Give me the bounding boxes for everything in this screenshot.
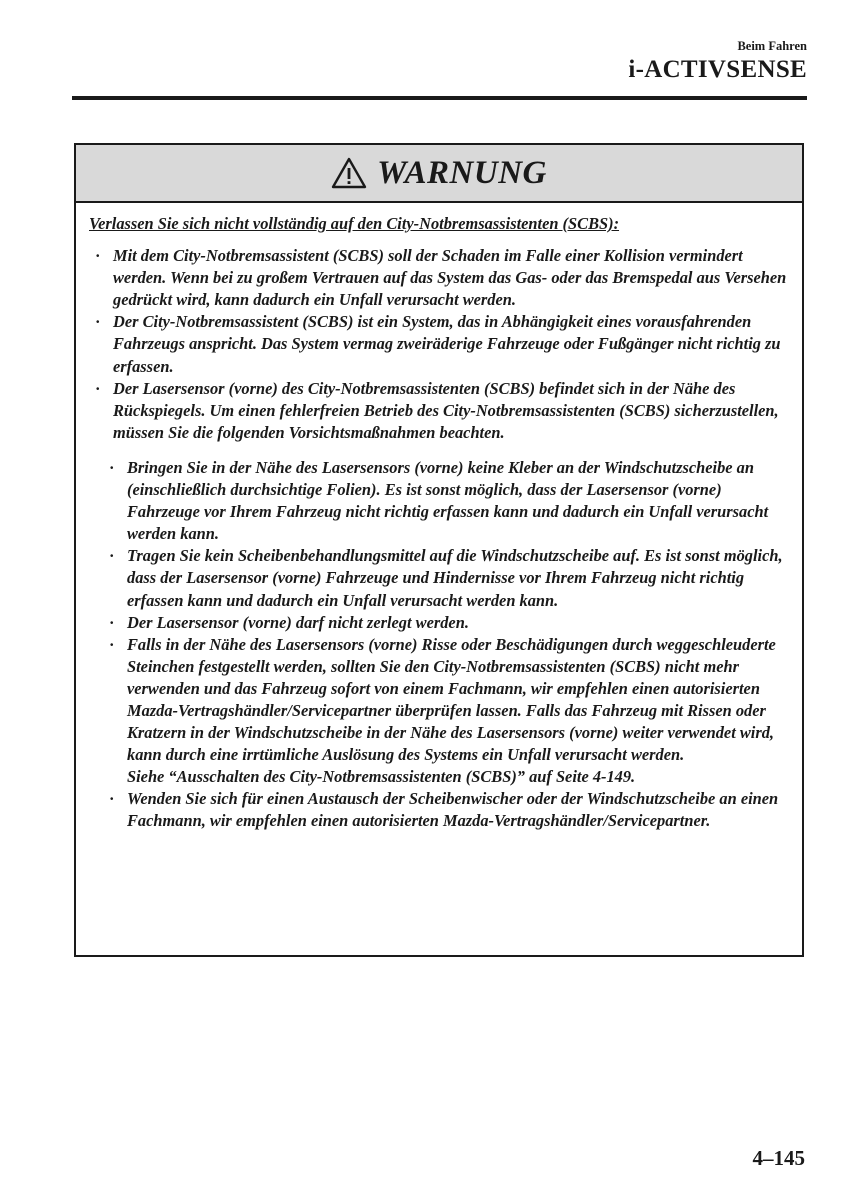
main-bullet-list [89,245,790,444]
bullet-text: Bringen Sie in der Nähe des Lasersensors (vorne) keine Kleber an der Windschutzscheibe an (einschließlich durchsichtige Folien). Es ist sonst möglich, dass der Lasersensor (vorne) Fahrzeuge vor Ihrem Fahrzeug nicht richtig erfassen kann und dadurch ein Unfall verursacht werden kann. [127,457,769,544]
sub-bullet-list [89,457,790,833]
warning-box [74,143,804,957]
bullet-text: Mit dem City-Notbremsassistent (SCBS) soll der Schaden im Falle einer Kollision vermindert werden. Wenn bei zu großem Vertrauen auf das System das Gas- oder das Bremspedal aus Versehen gedrückt wird, kann dadurch ein Unfall verursacht werden. [113,246,787,310]
bullet-text: Der City-Notbremsassistent (SCBS) ist ein System, das in Abhängigkeit eines vorausfahrenden Fahrzeugs anspricht. Das System vermag zweiräderige Fahrzeuge oder Fußgänger nicht richtig zu erfassen. [113,312,781,376]
warning-triangle-icon [331,157,367,189]
bullet-dot: · [95,246,101,266]
page-number: 4–145 [752,1146,805,1170]
bullet-text: Der Lasersensor (vorne) darf nicht zerlegt werden. [127,612,469,632]
warning-body [76,203,802,833]
bullet-text: Der Lasersensor (vorne) des City-Notbremsassistenten (SCBS) befindet sich in der Nähe des Rückspiegels. Um einen fehlerfreien Betrieb des City-Notbremsassistenten (SCBS) sicherzustellen, müssen Sie die folgenden Vorsichtsmaßnahmen beachten. [113,378,779,442]
bullet-text: Wenden Sie sich für einen Austausch der Scheibenwischer oder der Windschutzscheibe an einen Fachmann, wir empfehlen einen autorisierten Mazda-Vertragshändler/Servicepartner. [127,789,779,831]
list-item [103,634,790,789]
chapter-title: i-ACTIVSENSE [628,56,807,83]
list-item [103,788,790,832]
warning-title: WARNUNG [377,154,547,191]
list-item [89,311,790,377]
section-label: Beim Fahren [737,39,807,53]
header-rule [72,96,807,100]
warning-intro: Verlassen Sie sich nicht vollständig auf den City-Notbremsassistenten (SCBS): [89,214,620,233]
bullet-dot: · [109,789,115,809]
bullet-dot: · [109,634,115,654]
bullet-text: Falls in der Nähe des Lasersensors (vorne) Risse oder Beschädigungen durch weggeschleuderte Steinchen festgestellt werden, sollten Sie den City-Notbremsassistenten (SCBS) nicht mehr verwenden und das Fahrzeug sofort von einem Fachmann, wir empfehlen einen autorisierten Mazda-Vertragshändler/Servicepartner überprüfen lassen. Falls das Fahrzeug mit Rissen oder Kratzern in der Windschutzscheibe in der Nähe des Lasersensors (vorne) weiter verwendet wird, kann durch eine irrtümliche Auslösung des Systems ein Unfall verursacht werden. [127,634,776,765]
list-item [89,378,790,444]
list-item [89,245,790,311]
list-item [103,545,790,611]
bullet-dot: · [109,546,115,566]
bullet-dot: · [95,312,101,332]
warning-header [76,145,802,203]
page-reference[interactable]: Siehe “Ausschalten des City-Notbremsassistenten (SCBS)” auf Seite 4-149. [127,767,636,787]
bullet-dot: · [95,378,101,398]
list-item [103,457,790,545]
bullet-text: Tragen Sie kein Scheibenbehandlungsmittel auf die Windschutzscheibe auf. Es ist sonst möglich, dass der Lasersensor (vorne) Fahrzeuge und Hindernisse vor Ihrem Fahrzeug nicht richtig erfassen kann und dadurch ein Unfall verursacht werden kann. [127,546,783,610]
bullet-dot: · [109,457,115,477]
list-item [103,612,790,634]
page-header [628,38,807,86]
bullet-dot: · [109,612,115,632]
